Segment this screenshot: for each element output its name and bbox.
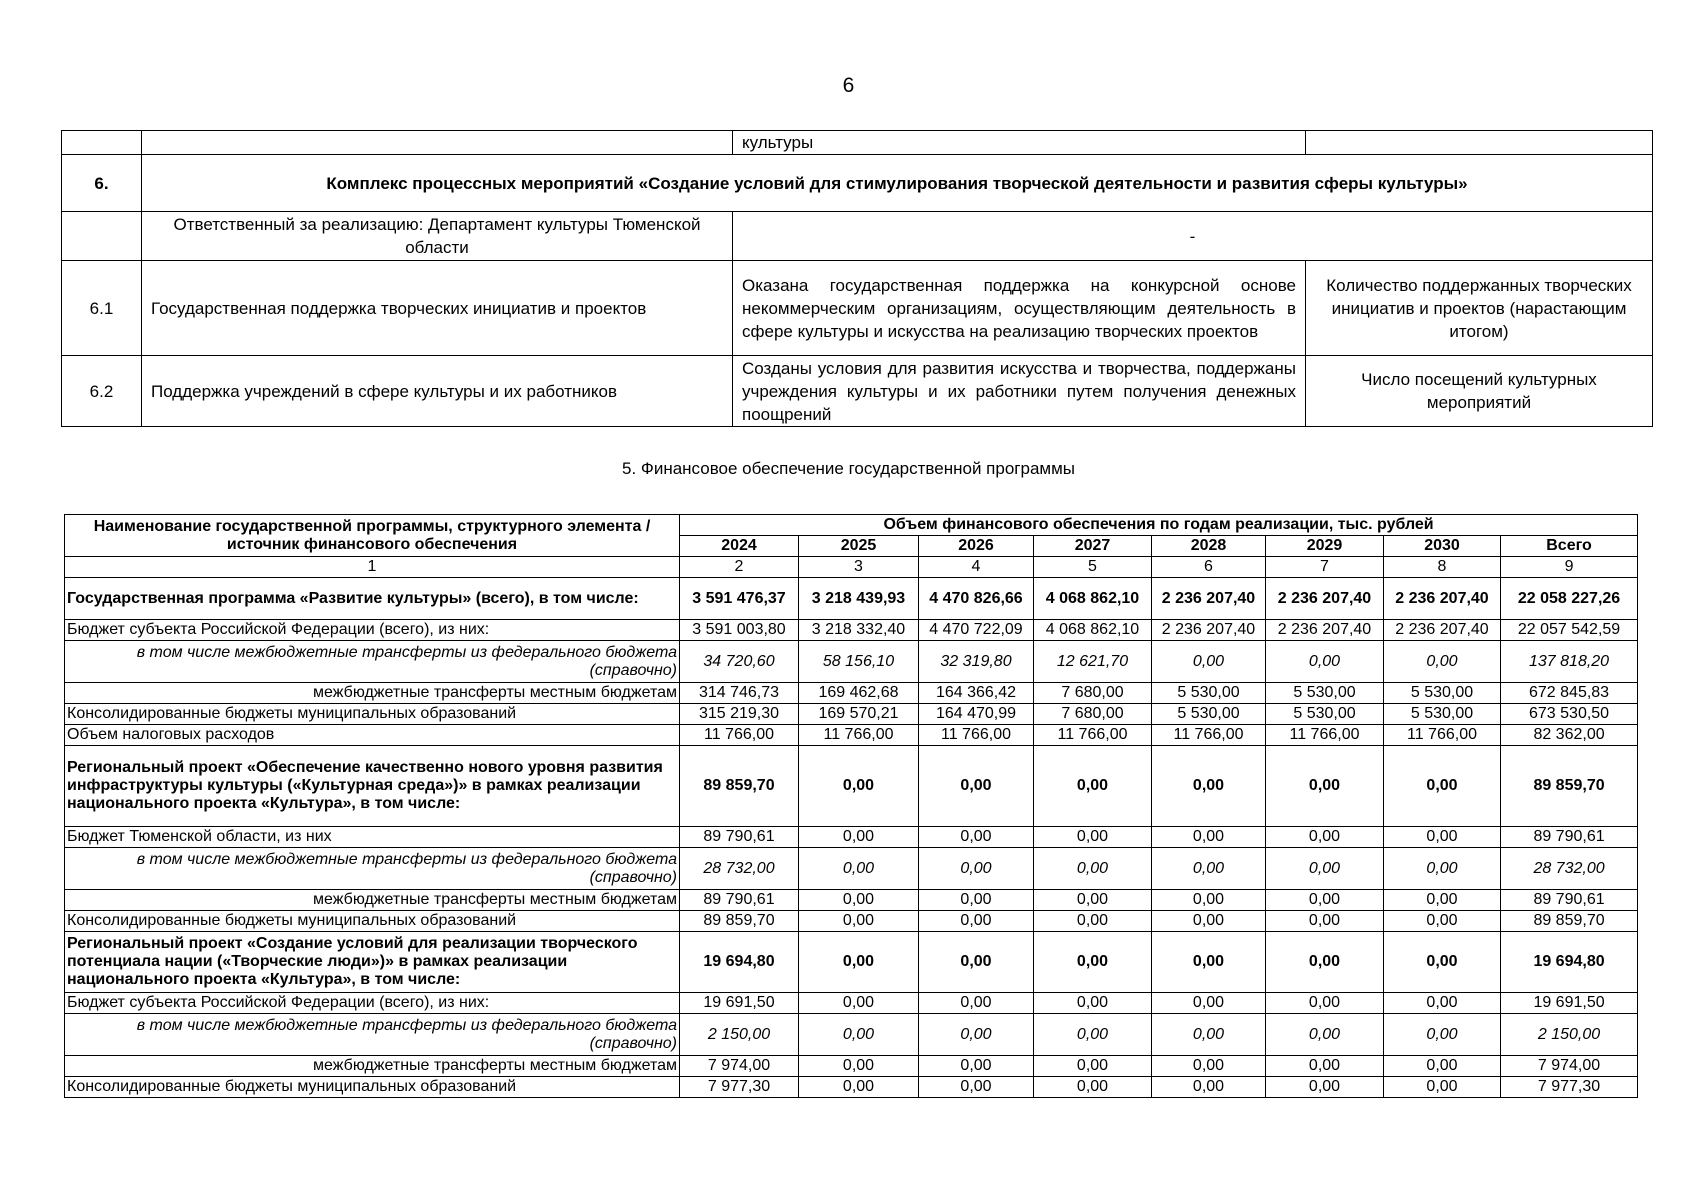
value-cell: 2 236 207,40 bbox=[1266, 578, 1384, 620]
value-cell: 5 530,00 bbox=[1384, 704, 1501, 725]
year-header: 2027 bbox=[1034, 536, 1152, 557]
page-number: 6 bbox=[842, 74, 855, 97]
responsible-label: Ответственный за реализацию: Департамент культуры Тюменской области bbox=[142, 212, 733, 261]
value-cell: 0,00 bbox=[919, 1014, 1034, 1056]
value-cell: 3 591 003,80 bbox=[680, 620, 799, 641]
value-cell: 0,00 bbox=[799, 1077, 919, 1098]
value-cell: 58 156,10 bbox=[799, 641, 919, 683]
row-number: 6.2 bbox=[62, 356, 142, 427]
value-cell: 2 236 207,40 bbox=[1384, 620, 1501, 641]
value-cell: 5 530,00 bbox=[1266, 704, 1384, 725]
value-cell: 0,00 bbox=[799, 911, 919, 932]
year-header: 2025 bbox=[799, 536, 919, 557]
total-cell: 28 732,00 bbox=[1501, 848, 1638, 890]
value-cell: 0,00 bbox=[1384, 911, 1501, 932]
column-numbers-row bbox=[65, 557, 1638, 578]
table-row bbox=[65, 1077, 1638, 1098]
column-number: 2 bbox=[680, 557, 799, 578]
value-cell: 0,00 bbox=[1266, 641, 1384, 683]
total-header: Всего bbox=[1501, 536, 1638, 557]
column-number: 4 bbox=[919, 557, 1034, 578]
value-cell: 0,00 bbox=[1034, 746, 1152, 827]
row-label: Консолидированные бюджеты муниципальных образований bbox=[65, 704, 680, 725]
total-cell: 89 790,61 bbox=[1501, 827, 1638, 848]
value-cell: 169 462,68 bbox=[799, 683, 919, 704]
value-cell: 0,00 bbox=[1034, 993, 1152, 1014]
table-row bbox=[62, 261, 1653, 356]
value-cell: 0,00 bbox=[1152, 746, 1266, 827]
total-cell: 673 530,50 bbox=[1501, 704, 1638, 725]
responsible-row bbox=[62, 212, 1653, 261]
value-cell: 19 691,50 bbox=[680, 993, 799, 1014]
value-cell: 0,00 bbox=[919, 932, 1034, 993]
row-label: Объем налоговых расходов bbox=[65, 725, 680, 746]
value-cell: 0,00 bbox=[1034, 1077, 1152, 1098]
value-cell: 0,00 bbox=[1266, 848, 1384, 890]
value-cell: 0,00 bbox=[919, 1056, 1034, 1077]
row-label: Консолидированные бюджеты муниципальных образований bbox=[65, 1077, 680, 1098]
total-cell: 137 818,20 bbox=[1501, 641, 1638, 683]
value-cell: 0,00 bbox=[799, 993, 919, 1014]
row-label: в том числе межбюджетные трансферты из федерального бюджета (справочно) bbox=[65, 641, 680, 683]
row-label: Региональный проект «Создание условий для реализации творческого потенциала нации («Творческие люди»)» в рамках реализации национального проекта «Культура», в том числе: bbox=[65, 932, 680, 993]
total-cell: 22 058 227,26 bbox=[1501, 578, 1638, 620]
value-cell: 0,00 bbox=[919, 1077, 1034, 1098]
value-cell: 2 150,00 bbox=[680, 1014, 799, 1056]
value-cell: 0,00 bbox=[1384, 1056, 1501, 1077]
table-row bbox=[65, 641, 1638, 683]
value-cell: 28 732,00 bbox=[680, 848, 799, 890]
section-title: Комплекс процессных мероприятий «Создание условий для стимулирования творческой деятельности и развития сферы культуры» bbox=[142, 155, 1653, 212]
total-cell: 19 691,50 bbox=[1501, 993, 1638, 1014]
value-cell: 89 790,61 bbox=[680, 827, 799, 848]
table-row bbox=[65, 1014, 1638, 1056]
finance-table bbox=[64, 514, 1638, 1098]
year-header: 2030 bbox=[1384, 536, 1501, 557]
value-cell: 89 859,70 bbox=[680, 746, 799, 827]
result-cell: Созданы условия для развития искусства и творчества, поддержаны учреждения культуры и их работники путем получения денежных поощрений bbox=[733, 356, 1306, 427]
row-number: 6.1 bbox=[62, 261, 142, 356]
value-cell: 0,00 bbox=[919, 848, 1034, 890]
value-cell: 0,00 bbox=[1034, 1014, 1152, 1056]
table-row bbox=[65, 848, 1638, 890]
value-cell: 169 570,21 bbox=[799, 704, 919, 725]
total-cell: 672 845,83 bbox=[1501, 683, 1638, 704]
value-cell: 0,00 bbox=[1266, 827, 1384, 848]
column-number: 7 bbox=[1266, 557, 1384, 578]
value-cell: 11 766,00 bbox=[1266, 725, 1384, 746]
total-cell: 22 057 542,59 bbox=[1501, 620, 1638, 641]
total-cell: 89 859,70 bbox=[1501, 746, 1638, 827]
column-number: 1 bbox=[65, 557, 680, 578]
value-cell: 2 236 207,40 bbox=[1266, 620, 1384, 641]
value-cell: 7 680,00 bbox=[1034, 704, 1152, 725]
value-cell: 4 470 722,09 bbox=[919, 620, 1034, 641]
value-cell: 0,00 bbox=[1034, 911, 1152, 932]
column-number: 9 bbox=[1501, 557, 1638, 578]
total-cell: 89 790,61 bbox=[1501, 890, 1638, 911]
table-row bbox=[65, 1056, 1638, 1077]
indicator-cell: Количество поддержанных творческих инициатив и проектов (нарастающим итогом) bbox=[1306, 261, 1653, 356]
value-cell: 0,00 bbox=[919, 890, 1034, 911]
table-row bbox=[65, 890, 1638, 911]
row-label: межбюджетные трансферты местным бюджетам bbox=[65, 1056, 680, 1077]
value-cell: 0,00 bbox=[1384, 1077, 1501, 1098]
value-cell: 0,00 bbox=[919, 827, 1034, 848]
year-header: 2029 bbox=[1266, 536, 1384, 557]
table-row bbox=[65, 993, 1638, 1014]
measures-table bbox=[61, 130, 1653, 427]
table-row bbox=[65, 704, 1638, 725]
value-cell: 4 068 862,10 bbox=[1034, 620, 1152, 641]
value-cell: 89 790,61 bbox=[680, 890, 799, 911]
task-cell: Поддержка учреждений в сфере культуры и их работников bbox=[142, 356, 733, 427]
value-cell: 11 766,00 bbox=[1034, 725, 1152, 746]
value-cell: 0,00 bbox=[799, 932, 919, 993]
row-label: Бюджет субъекта Российской Федерации (всего), из них: bbox=[65, 620, 680, 641]
total-cell: 7 977,30 bbox=[1501, 1077, 1638, 1098]
program-row bbox=[65, 932, 1638, 993]
value-cell: 5 530,00 bbox=[1266, 683, 1384, 704]
value-cell: 0,00 bbox=[919, 746, 1034, 827]
table-row bbox=[65, 620, 1638, 641]
total-cell: 19 694,80 bbox=[1501, 932, 1638, 993]
value-cell: 0,00 bbox=[919, 993, 1034, 1014]
value-cell: 0,00 bbox=[799, 890, 919, 911]
value-cell: 0,00 bbox=[1266, 1014, 1384, 1056]
value-cell: 0,00 bbox=[1152, 890, 1266, 911]
value-cell: 2 236 207,40 bbox=[1152, 578, 1266, 620]
row-label: Бюджет субъекта Российской Федерации (всего), из них: bbox=[65, 993, 680, 1014]
total-cell: 82 362,00 bbox=[1501, 725, 1638, 746]
value-cell: 0,00 bbox=[1384, 827, 1501, 848]
value-cell: 0,00 bbox=[1152, 1056, 1266, 1077]
table-row bbox=[65, 911, 1638, 932]
year-header: 2024 bbox=[680, 536, 799, 557]
value-cell: 11 766,00 bbox=[799, 725, 919, 746]
value-cell: 0,00 bbox=[1034, 890, 1152, 911]
section-heading: 5. Финансовое обеспечение государственной программы bbox=[622, 459, 1075, 478]
table-row bbox=[65, 827, 1638, 848]
row-label: Государственная программа «Развитие культуры» (всего), в том числе: bbox=[65, 578, 680, 620]
total-cell: 7 974,00 bbox=[1501, 1056, 1638, 1077]
responsible-value: - bbox=[733, 212, 1653, 261]
program-row bbox=[65, 746, 1638, 827]
section-number: 6. bbox=[62, 155, 142, 212]
value-cell: 34 720,60 bbox=[680, 641, 799, 683]
value-cell: 11 766,00 bbox=[680, 725, 799, 746]
value-cell: 0,00 bbox=[1266, 993, 1384, 1014]
indicator-cell: Число посещений культурных мероприятий bbox=[1306, 356, 1653, 427]
value-cell: 0,00 bbox=[1034, 848, 1152, 890]
value-cell: 0,00 bbox=[1266, 911, 1384, 932]
value-cell: 0,00 bbox=[1152, 993, 1266, 1014]
value-cell: 11 766,00 bbox=[1384, 725, 1501, 746]
value-cell: 0,00 bbox=[799, 746, 919, 827]
value-cell: 3 591 476,37 bbox=[680, 578, 799, 620]
name-column-header: Наименование государственной программы, структурного элемента / источник финансового обеспечения bbox=[65, 515, 680, 557]
table-row bbox=[62, 131, 1653, 155]
value-cell: 0,00 bbox=[1384, 641, 1501, 683]
value-cell: 0,00 bbox=[1266, 1077, 1384, 1098]
value-cell: 19 694,80 bbox=[680, 932, 799, 993]
task-cell: Государственная поддержка творческих инициатив и проектов bbox=[142, 261, 733, 356]
value-cell: 5 530,00 bbox=[1152, 683, 1266, 704]
value-cell: 2 236 207,40 bbox=[1384, 578, 1501, 620]
value-cell: 0,00 bbox=[1152, 827, 1266, 848]
value-cell: 3 218 439,93 bbox=[799, 578, 919, 620]
program-row bbox=[65, 578, 1638, 620]
volume-header: Объем финансового обеспечения по годам реализации, тыс. рублей bbox=[680, 515, 1638, 536]
value-cell: 0,00 bbox=[799, 1056, 919, 1077]
value-cell: 11 766,00 bbox=[919, 725, 1034, 746]
value-cell: 314 746,73 bbox=[680, 683, 799, 704]
value-cell: 164 366,42 bbox=[919, 683, 1034, 704]
value-cell: 0,00 bbox=[799, 1014, 919, 1056]
value-cell: 0,00 bbox=[1152, 1014, 1266, 1056]
value-cell: 4 470 826,66 bbox=[919, 578, 1034, 620]
value-cell: 0,00 bbox=[1152, 932, 1266, 993]
value-cell: 5 530,00 bbox=[1152, 704, 1266, 725]
value-cell: 0,00 bbox=[1034, 827, 1152, 848]
value-cell: 0,00 bbox=[1384, 746, 1501, 827]
value-cell: 0,00 bbox=[799, 848, 919, 890]
value-cell: 3 218 332,40 bbox=[799, 620, 919, 641]
value-cell: 12 621,70 bbox=[1034, 641, 1152, 683]
value-cell: 0,00 bbox=[1384, 848, 1501, 890]
row-label: межбюджетные трансферты местным бюджетам bbox=[65, 683, 680, 704]
header-row bbox=[65, 515, 1638, 536]
row-label: межбюджетные трансферты местным бюджетам bbox=[65, 890, 680, 911]
value-cell: 0,00 bbox=[1266, 890, 1384, 911]
value-cell: 0,00 bbox=[1384, 890, 1501, 911]
value-cell: 315 219,30 bbox=[680, 704, 799, 725]
value-cell: 7 974,00 bbox=[680, 1056, 799, 1077]
value-cell: 0,00 bbox=[1384, 993, 1501, 1014]
value-cell: 5 530,00 bbox=[1384, 683, 1501, 704]
value-cell: 0,00 bbox=[1384, 1014, 1501, 1056]
value-cell: 2 236 207,40 bbox=[1152, 620, 1266, 641]
value-cell: 0,00 bbox=[1034, 1056, 1152, 1077]
value-cell: 7 680,00 bbox=[1034, 683, 1152, 704]
row-label: Региональный проект «Обеспечение качественно нового уровня развития инфраструктуры культуры («Культурная среда»)» в рамках реализации национального проекта «Культура», в том числе: bbox=[65, 746, 680, 827]
value-cell: 4 068 862,10 bbox=[1034, 578, 1152, 620]
row-label: Консолидированные бюджеты муниципальных образований bbox=[65, 911, 680, 932]
value-cell: 89 859,70 bbox=[680, 911, 799, 932]
value-cell: 0,00 bbox=[799, 827, 919, 848]
column-number: 8 bbox=[1384, 557, 1501, 578]
value-cell: 0,00 bbox=[1266, 932, 1384, 993]
result-cell: Оказана государственная поддержка на конкурсной основе некоммерческим организациям, осуществляющим деятельность в сфере культуры и искусства на реализацию творческих проектов bbox=[733, 261, 1306, 356]
column-number: 5 bbox=[1034, 557, 1152, 578]
row-label: Бюджет Тюменской области, из них bbox=[65, 827, 680, 848]
total-cell: 89 859,70 bbox=[1501, 911, 1638, 932]
table-row bbox=[62, 356, 1653, 427]
section-row bbox=[62, 155, 1653, 212]
value-cell: 0,00 bbox=[919, 911, 1034, 932]
table-row bbox=[65, 683, 1638, 704]
total-cell: 2 150,00 bbox=[1501, 1014, 1638, 1056]
value-cell: 11 766,00 bbox=[1152, 725, 1266, 746]
column-number: 3 bbox=[799, 557, 919, 578]
value-cell: 0,00 bbox=[1266, 746, 1384, 827]
value-cell: 0,00 bbox=[1152, 1077, 1266, 1098]
column-number: 6 bbox=[1152, 557, 1266, 578]
value-cell: 0,00 bbox=[1152, 911, 1266, 932]
value-cell: 0,00 bbox=[1152, 848, 1266, 890]
value-cell: 164 470,99 bbox=[919, 704, 1034, 725]
year-header: 2026 bbox=[919, 536, 1034, 557]
value-cell: 7 977,30 bbox=[680, 1077, 799, 1098]
value-cell: 0,00 bbox=[1034, 932, 1152, 993]
year-header: 2028 bbox=[1152, 536, 1266, 557]
continued-text: культуры bbox=[733, 131, 1306, 155]
value-cell: 0,00 bbox=[1266, 1056, 1384, 1077]
value-cell: 32 319,80 bbox=[919, 641, 1034, 683]
value-cell: 0,00 bbox=[1152, 641, 1266, 683]
table-row bbox=[65, 725, 1638, 746]
row-label: в том числе межбюджетные трансферты из федерального бюджета (справочно) bbox=[65, 848, 680, 890]
value-cell: 0,00 bbox=[1384, 932, 1501, 993]
row-label: в том числе межбюджетные трансферты из федерального бюджета (справочно) bbox=[65, 1014, 680, 1056]
